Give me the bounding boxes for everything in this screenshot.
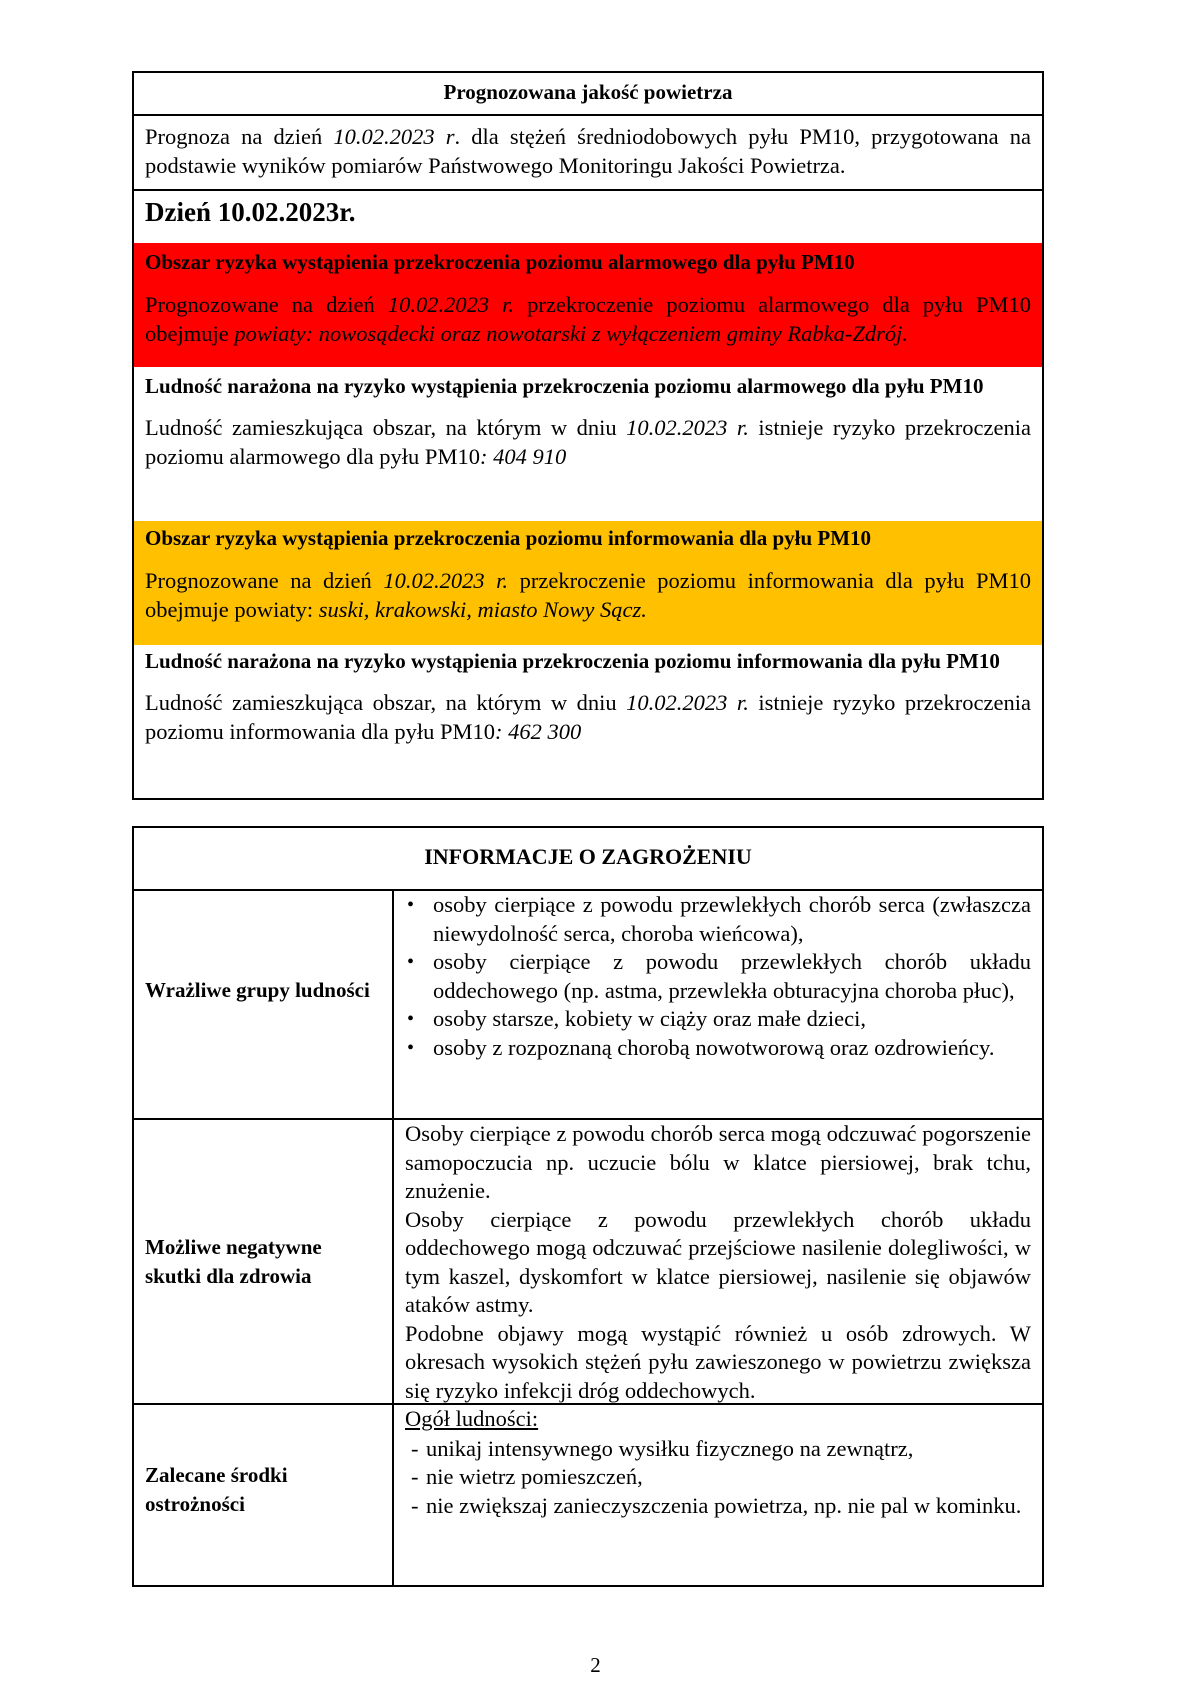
info-areas: suski, krakowski, miasto Nowy Sącz. (318, 597, 647, 622)
alarm-text: Prognozowane na dzień (145, 292, 388, 317)
vulnerable-label: Wrażliwe grupy ludności (145, 978, 370, 1002)
alarm-pop-value: : 404 910 (479, 444, 567, 469)
info-area-section (134, 521, 1042, 645)
forecast-table (132, 71, 1044, 800)
effects-label: Możliwe negatywne skutki dla zdrowia (145, 1235, 322, 1288)
info-population-section (134, 647, 1042, 746)
info-pop-text: Ludność zamieszkująca obszar, na którym w dniu (145, 690, 627, 715)
list-item: - unikaj intensywnego wysiłku fizycznego na zewnątrz, (405, 1435, 1031, 1464)
forecast-intro (134, 117, 1042, 189)
intro-text-rest: . dla stężeń średniodobowych pyłu PM10, przygotowana na podstawie wyników pomiarów Państwowego Monitoringu Jakości Powietrza. (145, 124, 1031, 178)
precautions-content (394, 1405, 1042, 1520)
intro-text: Prognoza na dzień (145, 124, 334, 149)
info-date: 10.02.2023 r. (383, 568, 509, 593)
alarm-population-title: Ludność narażona na ryzyko wystąpienia przekroczenia poziomu alarmowego dla pyłu PM10 (145, 374, 984, 398)
precautions-label: Zalecane środki ostrożności (145, 1463, 288, 1516)
vulnerable-list (405, 891, 1031, 1062)
alarm-area-title: Obszar ryzyka wystąpienia przekroczenia poziomu alarmowego dla pyłu PM10 (145, 250, 855, 274)
list-item: - nie wietrz pomieszczeń, (405, 1463, 1031, 1492)
day-heading: Dzień 10.02.2023r. (145, 197, 356, 227)
alarm-area-section (134, 243, 1042, 367)
forecast-title: Prognozowana jakość powietrza (443, 80, 733, 104)
info-text: Prognozowane na dzień (145, 568, 384, 593)
alarm-area-text (134, 290, 1042, 348)
info-pop-text-rest: istnieje ryzyko przekroczenia poziomu informowania dla pyłu PM10 (145, 690, 1031, 744)
threat-table (132, 826, 1044, 1587)
list-item: • osoby cierpiące z powodu przewlekłych chorób serca (zwłaszcza niewydolność serca, choroba wieńcowa), (405, 891, 1031, 948)
page-number: 2 (590, 1653, 601, 1677)
alarm-population-section (134, 372, 1042, 471)
alarm-text-rest: przekroczenie poziomu alarmowego dla pyłu PM10 obejmuje (145, 292, 1032, 346)
info-population-text (134, 688, 1042, 746)
alarm-areas: powiaty: nowosądecki oraz nowotarski z wyłączeniem gminy Rabka-Zdrój. (234, 321, 909, 346)
effects-paragraph: Podobne objawy mogą wystąpić również u osób zdrowych. W okresach wysokich stężeń pyłu zawieszonego w powietrzu zwiększa się ryzyko infekcji dróg oddechowych. (405, 1320, 1031, 1403)
effects-content (394, 1120, 1042, 1405)
precautions-heading: Ogół ludności: (405, 1406, 539, 1431)
list-item: • osoby z rozpoznaną chorobą nowotworową oraz ozdrowieńcy. (405, 1034, 1031, 1063)
intro-date: 10.02.2023 r (333, 124, 455, 149)
alarm-date: 10.02.2023 r. (387, 292, 515, 317)
threat-title: INFORMACJE O ZAGROŻENIU (424, 844, 752, 869)
effects-paragraph: Osoby cierpiące z powodu chorób serca mogą odczuwać pogorszenie samopoczucia np. uczucie bólu w klatce piersiowej, brak tchu, znużenie. (405, 1121, 1031, 1203)
info-pop-date: 10.02.2023 r. (626, 690, 749, 715)
list-item: • osoby starsze, kobiety w ciąży oraz małe dzieci, (405, 1005, 1031, 1034)
info-pop-value: : 462 300 (494, 719, 582, 744)
precautions-list (405, 1435, 1031, 1521)
alarm-pop-date: 10.02.2023 r. (626, 415, 749, 440)
info-area-text (134, 566, 1042, 624)
effects-paragraph: Osoby cierpiące z powodu przewlekłych chorób układu oddechowego mogą odczuwać przejściowe nasilenie dolegliwości, w tym kaszel, dyskomfort w klatce piersiowej, nasilenie się objawów ataków astmy. (405, 1206, 1031, 1317)
info-population-title: Ludność narażona na ryzyko wystąpienia przekroczenia poziomu informowania dla pyłu PM10 (145, 649, 1000, 673)
list-item: • osoby cierpiące z powodu przewlekłych chorób układu oddechowego (np. astma, przewlekła obturacyjna choroba płuc), (405, 948, 1031, 1005)
alarm-pop-text: Ludność zamieszkująca obszar, na którym w dniu (145, 415, 627, 440)
info-text-rest: przekroczenie poziomu informowania dla pyłu PM10 obejmuje powiaty: (145, 568, 1031, 622)
vulnerable-content (394, 891, 1042, 1062)
info-area-title: Obszar ryzyka wystąpienia przekroczenia poziomu informowania dla pyłu PM10 (145, 526, 872, 550)
list-item: - nie zwiększaj zanieczyszczenia powietrza, np. nie pal w kominku. (405, 1492, 1031, 1521)
alarm-pop-text-rest: istnieje ryzyko przekroczenia poziomu alarmowego dla pyłu PM10 (145, 415, 1031, 469)
alarm-population-text (134, 413, 1042, 471)
